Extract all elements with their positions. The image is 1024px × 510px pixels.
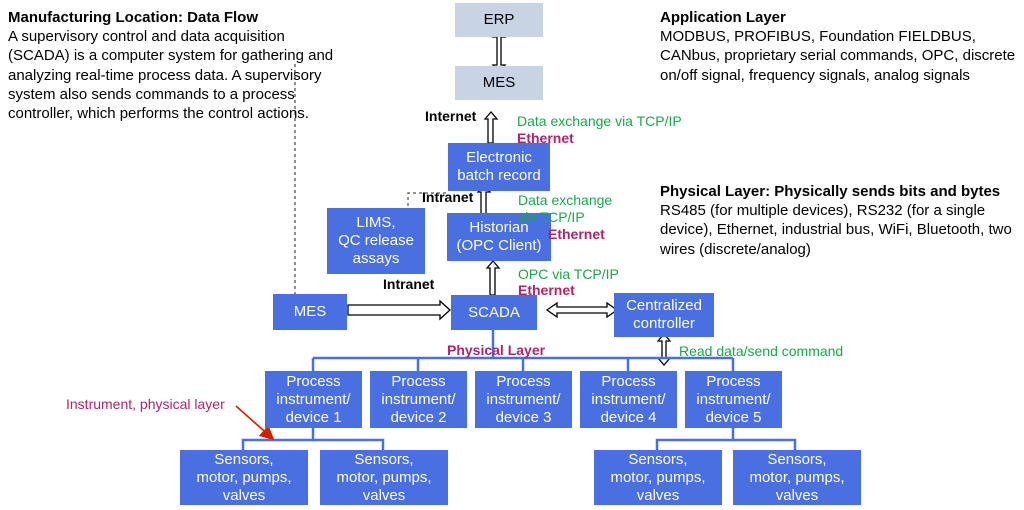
node-device-4[interactable] [580,371,677,428]
node-device-2-line3: device 2 [390,408,447,426]
node-sensors-4-line1: Sensors, [767,450,827,468]
title-heading: Manufacturing Location: Data Flow [8,9,258,26]
node-lims-line1: LIMS, [356,214,396,231]
node-device-1-line3: device 1 [285,408,342,426]
node-device-4-line1: Process [601,372,656,390]
node-controller-line2: controller [633,315,695,332]
node-lims-line3: assays [352,250,400,267]
label-ethernet-2: Ethernet [548,226,605,242]
node-electronic-batch-record[interactable] [448,143,550,191]
node-mes-left-label: MES [293,303,327,320]
node-device-3-line1: Process [496,372,551,390]
label-read-send-command: Read data/send command [679,343,844,359]
node-sensors-4[interactable] [733,450,861,505]
physical-layer-block [660,182,1022,259]
node-sensors-1-line2: motor, pumps, [196,468,292,486]
node-mes-top-label: MES [482,74,516,91]
node-controller-line1: Centralized [626,297,702,314]
node-sensors-1-line3: valves [222,486,266,504]
node-device-3-line2: instrument/ [486,390,561,408]
node-sensors-2-line1: Sensors, [354,450,414,468]
node-device-4-line3: device 4 [600,408,657,426]
application-layer-body: MODBUS, PROFIBUS, Foundation FIELDBUS, CANbus, proprietary serial commands, OPC, discrete on/off signal, frequency signals, analog signals [660,28,1016,84]
node-sensors-1-line1: Sensors, [214,450,274,468]
label-physical-layer-link: Physical Layer [447,342,546,358]
physical-layer-body: RS485 (for multiple devices), RS232 (for a single device), Ethernet, industrial bus, WiFi, Bluetooth, two wires (discrete/analog) [660,202,1012,258]
node-sensors-2-line2: motor, pumps, [336,468,432,486]
label-instrument-physical-layer: Instrument, physical layer [66,396,225,412]
node-device-1[interactable] [265,371,362,428]
node-sensors-4-line3: valves [775,486,819,504]
label-ethernet-1: Ethernet [517,130,574,146]
node-mes-top[interactable] [455,66,543,100]
node-device-5-line2: instrument/ [696,390,771,408]
node-sensors-1[interactable] [180,450,308,505]
node-mes-left[interactable] [273,294,347,330]
label-intranet-2: Intranet [383,276,435,292]
node-device-1-line2: instrument/ [276,390,351,408]
node-lims[interactable] [327,208,425,274]
node-historian-line2: (OPC Client) [456,237,542,254]
node-device-2-line2: instrument/ [381,390,456,408]
node-device-5[interactable] [685,371,782,428]
node-sensors-2[interactable] [320,450,448,505]
node-erp-label: ERP [483,11,515,28]
node-device-5-line3: device 5 [705,408,762,426]
node-device-2[interactable] [370,371,467,428]
node-centralized-controller[interactable] [614,293,714,337]
node-ebr-line2: batch record [457,167,541,184]
node-device-3-line3: device 3 [495,408,552,426]
node-device-5-line1: Process [706,372,761,390]
node-scada-label: SCADA [468,303,520,321]
node-erp[interactable] [455,3,543,37]
label-internet: Internet [425,108,477,124]
node-sensors-3-line1: Sensors, [628,450,688,468]
node-sensors-3-line3: valves [636,486,680,504]
label-opc-tcp: OPC via TCP/IP [518,266,619,282]
node-sensors-4-line2: motor, pumps, [749,468,845,486]
label-ethernet-3: Ethernet [518,282,575,298]
node-device-4-line2: instrument/ [591,390,666,408]
application-layer-heading: Application Layer [660,9,786,26]
node-sensors-2-line3: valves [362,486,406,504]
node-device-1-line1: Process [286,372,341,390]
label-intranet-1: Intranet [422,189,474,205]
node-sensors-3[interactable] [594,450,722,505]
label-data-exchange-tcp-2a: Data exchange [518,192,613,208]
application-layer-block [660,8,1020,85]
node-lims-line2: QC release [338,232,414,249]
title-body: A supervisory control and data acquisition (SCADA) is a computer system for gathering and analyzing real-time process data. A supervisory system also sends commands to a process controller, which performs the control actions. [8,28,334,122]
node-ebr-line1: Electronic [466,149,532,166]
node-historian-line1: Historian [469,219,529,236]
node-device-3[interactable] [475,371,572,428]
node-scada[interactable] [451,295,537,330]
node-device-2-line1: Process [391,372,446,390]
physical-layer-heading: Physical Layer: Physically sends bits and bytes [660,183,1001,200]
label-data-exchange-tcp-2b: via TCP/IP [518,209,585,225]
node-sensors-3-line2: motor, pumps, [610,468,706,486]
title-text-block [8,8,338,123]
label-data-exchange-tcp-1: Data exchange via TCP/IP [517,113,682,129]
